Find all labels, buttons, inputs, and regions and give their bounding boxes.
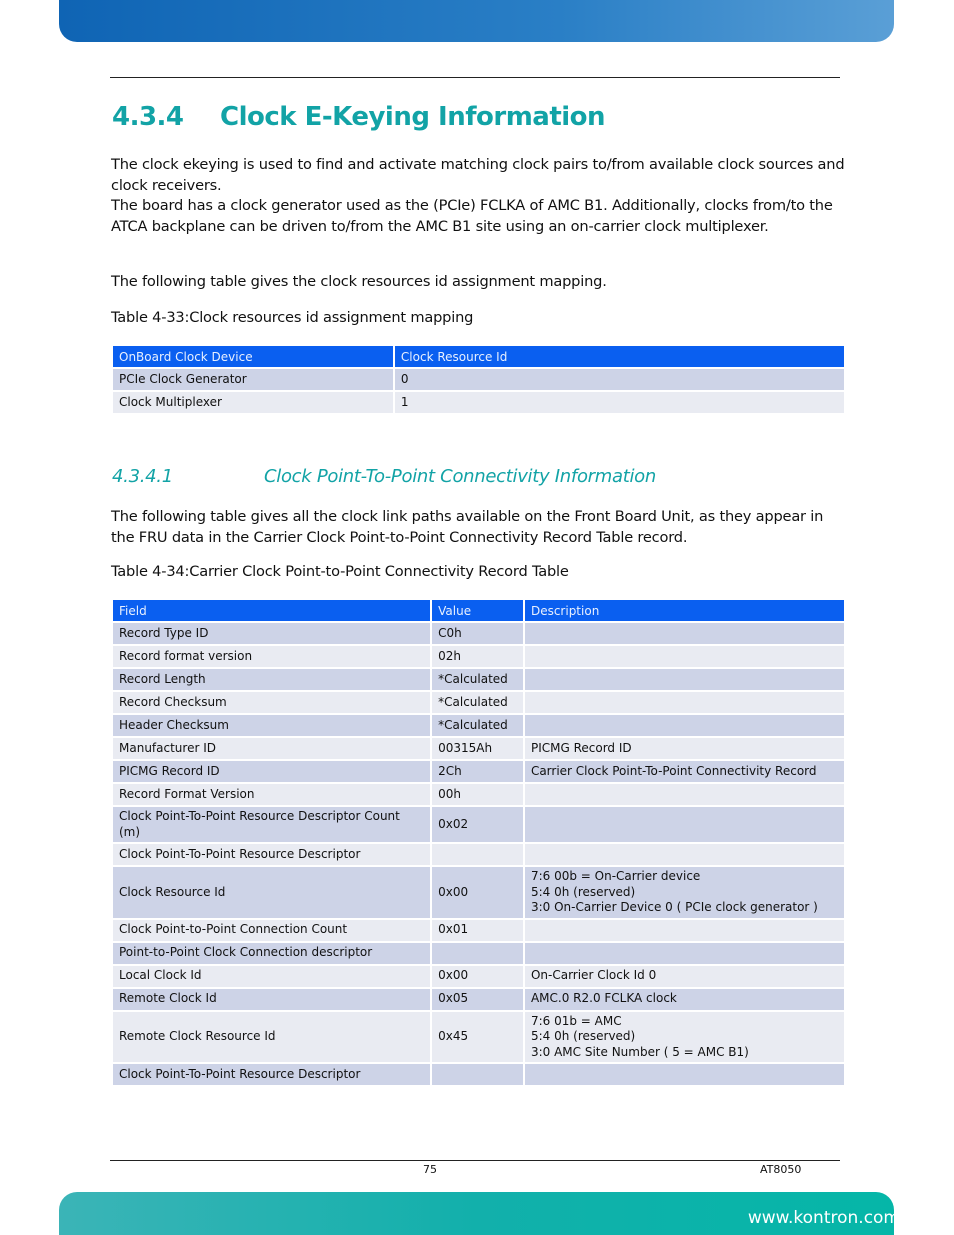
intro-paragraph-2: The board has a clock generator used as the (PCIe) FCLKA of AMC B1. Additionally, clocks from/to the ATCA backplane can be driven to/from the AMC B1 site using an on-carrier clock multiplexer. [111,197,833,235]
table-cell [525,807,844,842]
table-cell: Clock Point-To-Point Resource Descriptor Count (m) [113,807,430,842]
table-cell: *Calculated [432,692,523,713]
table-row [113,784,844,805]
column-header: Clock Resource Id [395,346,844,367]
subsection-number: 4.3.4.1 [112,466,173,487]
subsection-heading [112,466,656,487]
intro-paragraph-3: The following table gives the clock resources id assignment mapping. [111,273,607,290]
table-row [113,369,844,390]
clock-resources-table [111,344,846,415]
table-cell: Record format version [113,646,430,667]
table-cell: 02h [432,646,523,667]
table-cell: *Calculated [432,669,523,690]
table-cell: 7:6 01b = AMC 5:4 0h (reserved) 3:0 AMC Site Number ( 5 = AMC B1) [525,1012,844,1063]
table-cell [525,715,844,736]
table-cell: Record Checksum [113,692,430,713]
table-cell: Carrier Clock Point-To-Point Connectivity Record [525,761,844,782]
table-cell: 00h [432,784,523,805]
table-cell: Clock Multiplexer [113,392,393,413]
section-title: Clock E-Keying Information [220,102,606,132]
top-banner [59,0,894,42]
table-row [113,669,844,690]
table-cell: 0x00 [432,966,523,987]
table-cell: 0x01 [432,920,523,941]
table-cell: AMC.0 R2.0 FCLKA clock [525,989,844,1010]
table-row [113,392,844,413]
table-row [113,989,844,1010]
column-header: OnBoard Clock Device [113,346,393,367]
table-cell: On-Carrier Clock Id 0 [525,966,844,987]
table-cell: 00315Ah [432,738,523,759]
table-cell: Record Format Version [113,784,430,805]
intro-paragraph-1: The clock ekeying is used to find and activate matching clock pairs to/from available clock sources and clock receivers. [111,156,845,194]
table-cell: Manufacturer ID [113,738,430,759]
column-header: Field [113,600,430,621]
table-cell: Clock Point-To-Point Resource Descriptor [113,1064,430,1085]
table-cell: Record Type ID [113,623,430,644]
connectivity-record-table [111,598,846,1087]
table-cell [525,784,844,805]
table-cell: Remote Clock Id [113,989,430,1010]
table-row [113,738,844,759]
header-rule [110,77,840,78]
table-cell: C0h [432,623,523,644]
table-cell: 0x02 [432,807,523,842]
table-header-row [113,346,844,367]
table-header-row [113,600,844,621]
table-cell: PICMG Record ID [113,761,430,782]
table-row [113,623,844,644]
document-id: AT8050 [760,1163,802,1176]
footer-rule [110,1160,840,1161]
table-row [113,692,844,713]
table-cell [525,692,844,713]
table-cell: PCIe Clock Generator [113,369,393,390]
table-cell [525,646,844,667]
table-cell [432,1064,523,1085]
table-cell: 0x00 [432,867,523,918]
table-row [113,844,844,865]
table-row [113,1064,844,1085]
table-cell [525,669,844,690]
table-cell: Clock Resource Id [113,867,430,918]
table-cell [525,920,844,941]
table-cell: Local Clock Id [113,966,430,987]
table-cell: 0x45 [432,1012,523,1063]
table-row [113,943,844,964]
table-cell: 7:6 00b = On-Carrier device 5:4 0h (reserved) 3:0 On-Carrier Device 0 ( PCIe clock generator ) [525,867,844,918]
table-cell: Clock Point-To-Point Resource Descriptor [113,844,430,865]
table-cell [432,943,523,964]
table-cell: 2Ch [432,761,523,782]
table2-caption: Table 4-34:Carrier Clock Point-to-Point Connectivity Record Table [111,563,569,580]
table-row [113,1012,844,1063]
section-number: 4.3.4 [112,102,184,132]
column-header: Description [525,600,844,621]
table-cell [525,1064,844,1085]
table-cell: Clock Point-to-Point Connection Count [113,920,430,941]
column-header: Value [432,600,523,621]
table-row [113,807,844,842]
table-row [113,867,844,918]
table-row [113,646,844,667]
table-cell: Remote Clock Resource Id [113,1012,430,1063]
table-cell: Record Length [113,669,430,690]
table-cell: 0 [395,369,844,390]
page-number: 75 [423,1163,437,1176]
table-cell [432,844,523,865]
table-cell [525,943,844,964]
table-cell: 1 [395,392,844,413]
table-cell [525,844,844,865]
table-row [113,966,844,987]
table-cell: *Calculated [432,715,523,736]
section-heading [112,102,605,132]
table-row [113,715,844,736]
table-cell: 0x05 [432,989,523,1010]
table-row [113,761,844,782]
table-cell: Header Checksum [113,715,430,736]
table-row [113,920,844,941]
table-cell: PICMG Record ID [525,738,844,759]
table1-caption: Table 4-33:Clock resources id assignment mapping [111,309,474,326]
website-link[interactable]: www.kontron.com [747,1208,900,1228]
subsection-title: Clock Point-To-Point Connectivity Information [264,466,657,487]
table-cell [525,623,844,644]
table-cell: Point-to-Point Clock Connection descriptor [113,943,430,964]
connectivity-paragraph: The following table gives all the clock link paths available on the Front Board Unit, as they appear in the FRU data in the Carrier Clock Point-to-Point Connectivity Record Table record. [111,508,824,546]
